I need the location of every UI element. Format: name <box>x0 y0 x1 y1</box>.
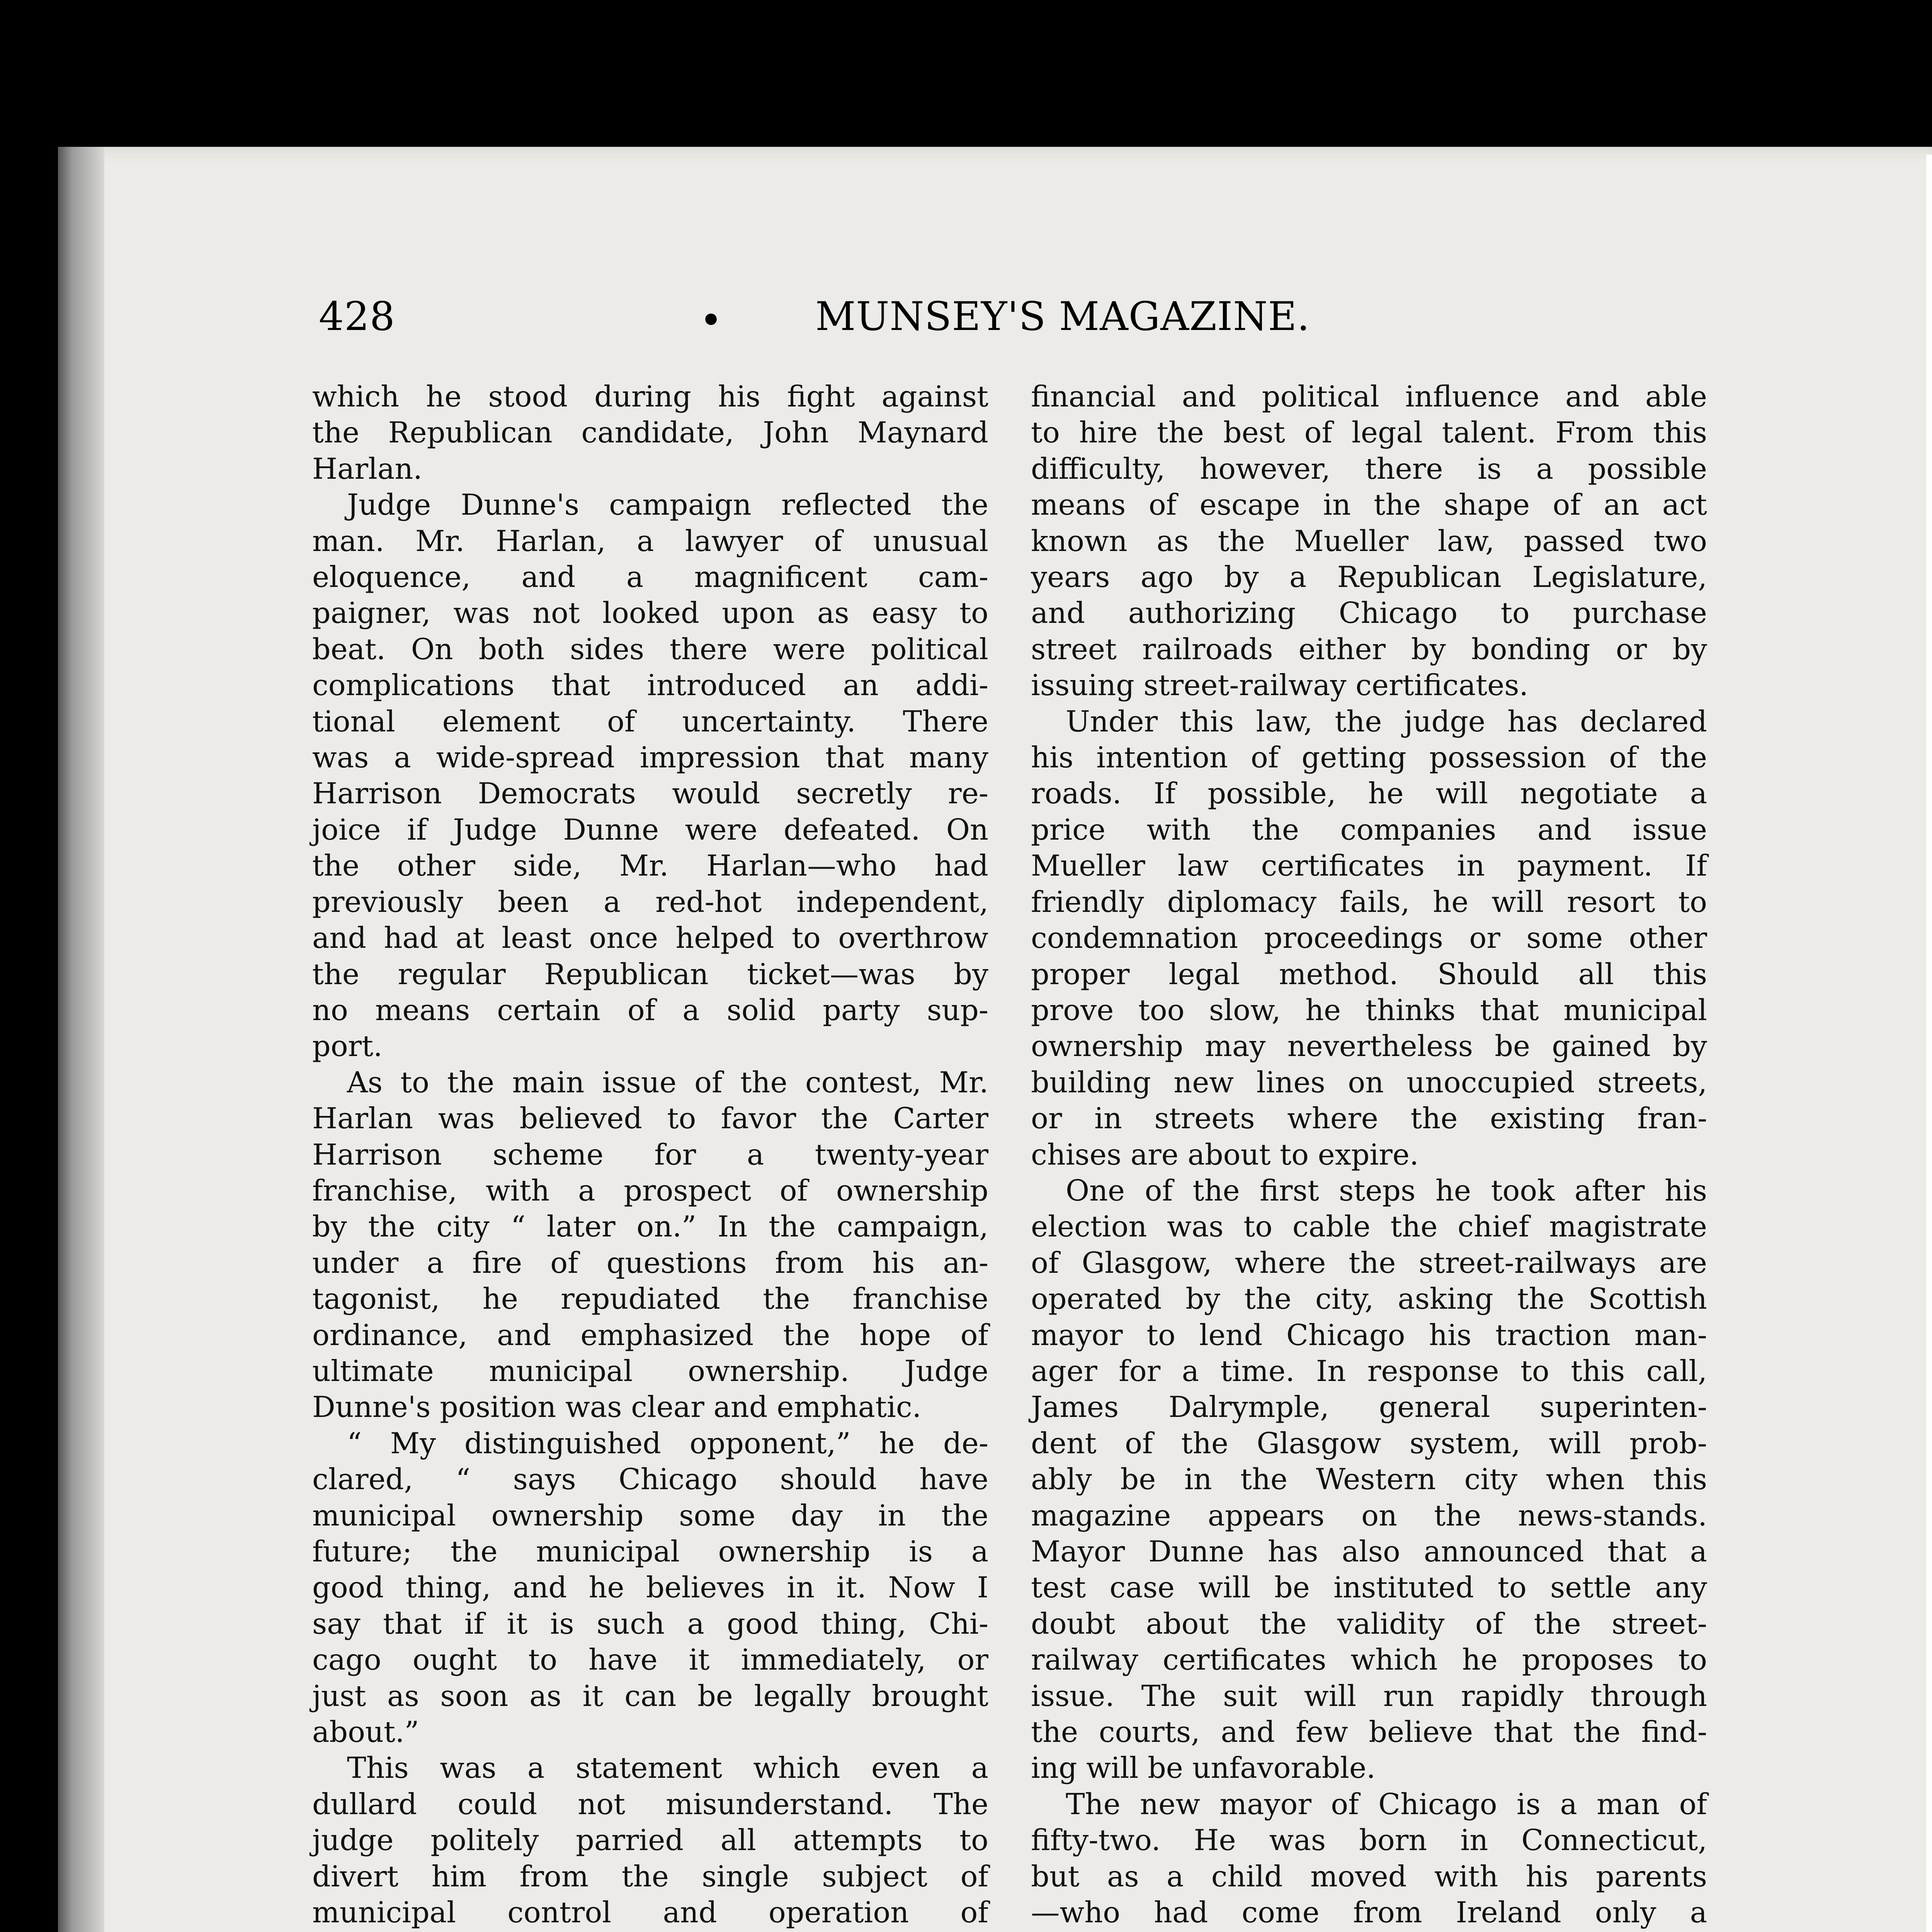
text-line: paigner, was not looked upon as easy to <box>312 596 988 630</box>
paragraph <box>1031 704 1707 1173</box>
text-line: This was a statement which even a <box>347 1751 988 1785</box>
text-line: cago ought to have it immediately, or <box>312 1643 988 1677</box>
paragraph <box>312 1065 988 1425</box>
text-line: Mayor Dunne has also announced that a <box>1031 1535 1707 1568</box>
text-line: friendly diplomacy fails, he will resort to <box>1031 885 1707 919</box>
text-line: means of escape in the shape of an act <box>1031 488 1707 522</box>
text-line: the regular Republican ticket—was by <box>312 957 988 991</box>
text-line: roads. If possible, he will negotiate a <box>1031 777 1707 811</box>
text-line: ager for a time. In response to this call, <box>1031 1354 1707 1388</box>
running-title: MUNSEY'S MAGAZINE. <box>815 294 1310 340</box>
text-line: condemnation proceedings or some other <box>1031 921 1707 955</box>
paragraph <box>1031 379 1707 704</box>
text-line: Harlan. <box>312 452 422 486</box>
paragraph <box>1031 1786 1707 1932</box>
text-line: no means certain of a solid party sup- <box>312 993 988 1027</box>
text-line: joice if Judge Dunne were defeated. On <box>312 813 988 847</box>
text-line <box>312 1930 988 1932</box>
text-line: ownership may nevertheless be gained by <box>1031 1029 1707 1063</box>
text-line: judge politely parried all attempts to <box>312 1823 988 1857</box>
text-line: municipal ownership some day in the <box>312 1498 988 1532</box>
text-line: municipal control and operation of <box>312 1896 988 1930</box>
text-line: and had at least once helped to overthrow <box>312 921 988 955</box>
text-line: divert him from the single subject of <box>312 1859 988 1893</box>
text-line: fifty-two. He was born in Connecticut, <box>1031 1823 1707 1857</box>
paragraph <box>312 487 988 1065</box>
text-line: Judge Dunne's campaign reflected the <box>347 488 988 522</box>
page-header <box>319 294 1729 363</box>
text-line: tional element of uncertainty. There <box>312 704 988 738</box>
text-line: election was to cable the chief magistrate <box>1031 1210 1707 1244</box>
text-line: Under this law, the judge has declared <box>1066 704 1707 738</box>
text-line: known as the Mueller law, passed two <box>1031 524 1707 558</box>
text-line: issue. The suit will run rapidly through <box>1031 1679 1707 1713</box>
text-line: difficulty, however, there is a possible <box>1031 452 1707 486</box>
text-line: previously been a red-hot independent, <box>312 885 988 919</box>
page-binding-shadow <box>58 147 104 1932</box>
text-line: say that if it is such a good thing, Chi- <box>312 1607 988 1641</box>
text-line: future; the municipal ownership is a <box>312 1535 988 1568</box>
text-line: magazine appears on the news-stands. <box>1031 1498 1707 1532</box>
text-line: James Dalrymple, general superinten- <box>1031 1390 1707 1424</box>
text-line: years ago by a Republican Legislature, <box>1031 560 1707 594</box>
paragraph <box>312 379 988 487</box>
page-edge <box>1926 155 1932 1932</box>
page-number: 428 <box>319 294 395 340</box>
text-line: price with the companies and issue <box>1031 813 1707 847</box>
text-line: good thing, and he believes in it. Now I <box>312 1571 988 1605</box>
text-line: about.” <box>312 1715 419 1749</box>
text-line: As to the main issue of the contest, Mr. <box>347 1065 988 1099</box>
text-line: proper legal method. Should all this <box>1031 957 1707 991</box>
text-line: man. Mr. Harlan, a lawyer of unusual <box>312 524 988 558</box>
text-line: the Republican candidate, John Maynard <box>312 416 988 450</box>
text-line <box>1031 1930 1707 1932</box>
text-line: just as soon as it can be legally brought <box>312 1679 988 1713</box>
text-line: dent of the Glasgow system, will prob- <box>1031 1426 1707 1460</box>
text-line: issuing street-railway certificates. <box>1031 668 1529 702</box>
text-line: which he stood during his fight against <box>312 380 988 413</box>
text-line: test case will be instituted to settle any <box>1031 1571 1707 1605</box>
text-line: railway certificates which he proposes to <box>1031 1643 1707 1677</box>
text-line: eloquence, and a magnificent cam- <box>312 560 988 594</box>
text-line: operated by the city, asking the Scottish <box>1031 1282 1707 1316</box>
text-line: but as a child moved with his parents <box>1031 1859 1707 1893</box>
text-line: Mueller law certificates in payment. If <box>1031 849 1707 883</box>
right-column <box>1031 379 1707 1932</box>
text-line: ably be in the Western city when this <box>1031 1463 1707 1497</box>
text-line: chises are about to expire. <box>1031 1138 1419 1172</box>
text-line: by the city “ later on.” In the campaign, <box>312 1210 988 1244</box>
text-line: and authorizing Chicago to purchase <box>1031 596 1707 630</box>
text-line: dullard could not misunderstand. The <box>312 1787 988 1821</box>
text-line: port. <box>312 1029 383 1063</box>
paragraph <box>1031 1173 1707 1786</box>
text-line: tagonist, he repudiated the franchise <box>312 1282 988 1316</box>
text-line: mayor to lend Chicago his traction man- <box>1031 1318 1707 1352</box>
text-line: to hire the best of legal talent. From this <box>1031 416 1707 450</box>
text-line: Harlan was believed to favor the Carter <box>312 1102 988 1136</box>
text-line: Dunne's position was clear and emphatic. <box>312 1390 922 1424</box>
text-line: ordinance, and emphasized the hope of <box>312 1318 988 1352</box>
text-line: One of the first steps he took after his <box>1066 1173 1707 1208</box>
left-column <box>312 379 988 1932</box>
text-line: beat. On both sides there were political <box>312 632 988 666</box>
paragraph <box>312 1750 988 1932</box>
text-line: ing will be unfavorable. <box>1031 1751 1376 1785</box>
text-line: —who had come from Ireland only a <box>1031 1896 1707 1930</box>
text-line: street railroads either by bonding or by <box>1031 632 1707 666</box>
text-line: ultimate municipal ownership. Judge <box>312 1354 988 1388</box>
text-line: “ My distinguished opponent,” he de- <box>347 1426 988 1460</box>
text-line: Harrison scheme for a twenty-year <box>312 1138 988 1172</box>
text-line: complications that introduced an addi- <box>312 668 988 702</box>
text-line: or in streets where the existing fran- <box>1031 1102 1707 1136</box>
header-bullet: • <box>699 298 723 344</box>
text-line: building new lines on unoccupied streets, <box>1031 1065 1707 1099</box>
text-line: Harrison Democrats would secretly re- <box>312 777 988 811</box>
text-line: was a wide-spread impression that many <box>312 741 988 775</box>
text-line: financial and political influence and able <box>1031 380 1707 413</box>
text-line: clared, “ says Chicago should have <box>312 1463 988 1497</box>
text-line: The new mayor of Chicago is a man of <box>1066 1787 1707 1821</box>
text-line: of Glasgow, where the street-railways are <box>1031 1246 1707 1280</box>
text-line: the courts, and few believe that the find- <box>1031 1715 1707 1749</box>
text-line: his intention of getting possession of the <box>1031 741 1707 775</box>
text-line: doubt about the validity of the street- <box>1031 1607 1707 1641</box>
text-line: franchise, with a prospect of ownership <box>312 1173 988 1208</box>
text-line: under a fire of questions from his an- <box>312 1246 988 1280</box>
text-line: prove too slow, he thinks that municipal <box>1031 993 1707 1027</box>
paragraph <box>312 1425 988 1750</box>
text-line: the other side, Mr. Harlan—who had <box>312 849 988 883</box>
